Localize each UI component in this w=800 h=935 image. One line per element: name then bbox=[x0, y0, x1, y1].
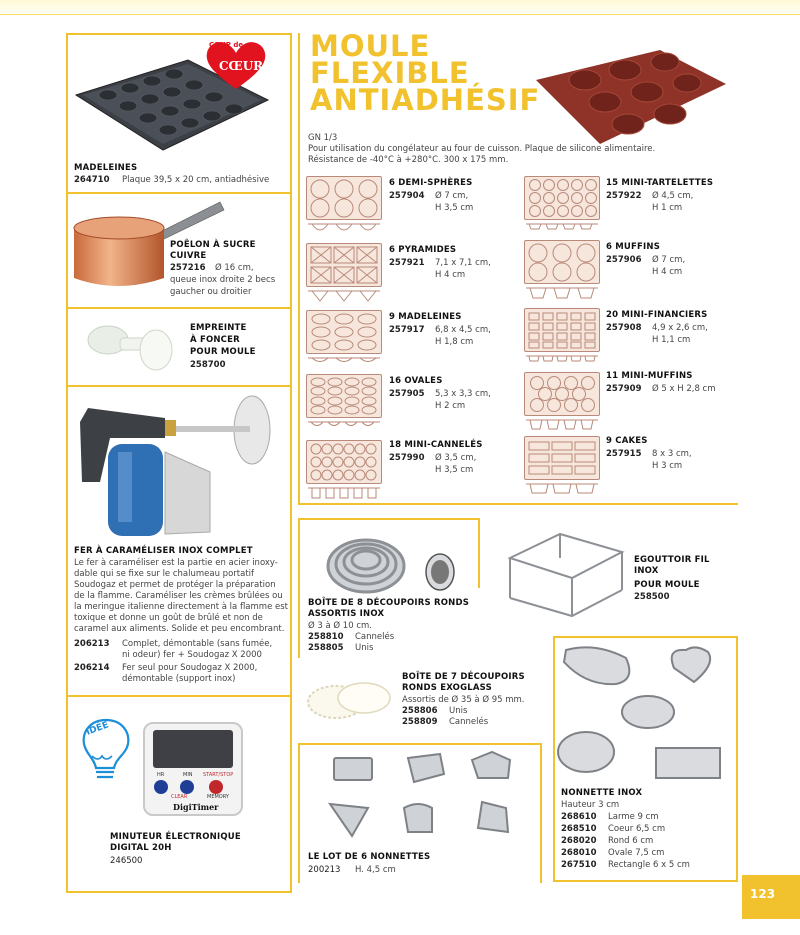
nonnette-inox-border-left bbox=[553, 636, 555, 882]
badge-top-text: COUP de bbox=[209, 41, 244, 49]
nonnette-inox-image bbox=[556, 640, 734, 786]
ovales-pattern bbox=[307, 375, 381, 417]
mould-thumbnail bbox=[524, 308, 600, 352]
separator bbox=[67, 307, 291, 309]
mould-ref: 257909 bbox=[606, 384, 642, 394]
nonnette-inox-desc: Ovale 7,5 cm bbox=[608, 848, 665, 858]
fer-desc-line: toxique et donne un goût de brûlé et non de bbox=[74, 613, 263, 623]
nonnette-inox-desc: Rectangle 6 x 5 cm bbox=[608, 860, 690, 870]
mould-ref: 257904 bbox=[389, 191, 425, 201]
boite8-border-left bbox=[298, 518, 300, 658]
nonnettes-border-top bbox=[298, 743, 542, 745]
mould-title: 9 CAKES bbox=[606, 436, 648, 446]
silicone-mould-image bbox=[530, 40, 730, 152]
mould-ref-row bbox=[606, 255, 685, 265]
fer-description bbox=[74, 558, 289, 635]
boite8-border-top bbox=[298, 518, 480, 520]
mould-thumbnail bbox=[306, 374, 382, 418]
boite8-title-1: BOÎTE DE 8 DÉCOUPOIRS RONDS bbox=[308, 598, 470, 608]
mould-ref-row bbox=[606, 384, 716, 394]
fer-desc-line: Soudogaz et permet de protéger la préparation bbox=[74, 580, 276, 590]
boite7-ref-1-row bbox=[402, 706, 467, 716]
nonnette-inox-row bbox=[561, 860, 690, 870]
mould-title: 15 MINI-TARTELETTES bbox=[606, 178, 714, 188]
boite7-ref-1-desc: Unis bbox=[449, 706, 468, 716]
mould-thumbnail bbox=[306, 310, 382, 354]
poelon-line3: gaucher ou droitier bbox=[170, 287, 252, 297]
mould-thumbnail bbox=[306, 243, 382, 287]
tart-tamper-image bbox=[80, 314, 180, 378]
boite8-ref-1-row bbox=[308, 632, 394, 642]
nonnettes-set-image bbox=[322, 748, 532, 844]
fer-ref-2-desc: Fer seul pour Soudogaz X 2000, bbox=[122, 663, 258, 673]
mould-dim-2: H 2 cm bbox=[435, 401, 466, 411]
mould-dim: Ø 7 cm, bbox=[435, 191, 469, 201]
mould-ref: 257922 bbox=[606, 191, 642, 201]
poelon-title-1: POÊLON À SUCRE bbox=[170, 240, 256, 250]
empreinte-title-1: EMPREINTE bbox=[190, 323, 247, 333]
mould-ref: 257990 bbox=[389, 453, 425, 463]
mould-ref: 257921 bbox=[389, 258, 425, 268]
nonnette-inox-ref: 268010 bbox=[561, 848, 597, 858]
mould-dim: Ø 3,5 cm, bbox=[435, 453, 477, 463]
timer-btn-hr: HR bbox=[157, 772, 165, 778]
nonnette-inox-row bbox=[561, 824, 665, 834]
moule-heading bbox=[310, 29, 541, 117]
timer-button bbox=[180, 780, 194, 794]
mini-canneles-pattern bbox=[307, 441, 381, 483]
nonnette-inox-row bbox=[561, 848, 664, 858]
mould-thumbnail bbox=[306, 440, 382, 484]
mould-ref-row bbox=[606, 191, 693, 201]
page-number: 123 bbox=[742, 875, 800, 919]
exoglass-cutters-image bbox=[304, 672, 394, 732]
mould-dim: Ø 4,5 cm, bbox=[652, 191, 694, 201]
mould-dim: Ø 5 x H 2,8 cm bbox=[652, 384, 716, 394]
mini-tartelettes-pattern bbox=[525, 177, 599, 219]
nonnette-inox-row bbox=[561, 812, 659, 822]
mould-dim-2: H 4 cm bbox=[652, 267, 683, 277]
mould-title: 11 MINI-MUFFINS bbox=[606, 371, 693, 381]
heading-line-3: ANTIADHÉSIF bbox=[310, 83, 541, 117]
mould-thumbnail bbox=[306, 176, 382, 220]
drainer-rack-image bbox=[500, 528, 630, 620]
mould-ref: 257915 bbox=[606, 449, 642, 459]
boite8-ref-2-row bbox=[308, 643, 373, 653]
boite8-border-right bbox=[478, 518, 480, 588]
mould-dim: Ø 7 cm, bbox=[652, 255, 686, 265]
poelon-ref: 257216 bbox=[170, 263, 206, 273]
nonnette-inox-border-right bbox=[736, 636, 738, 882]
fer-ref-1: 206213 bbox=[74, 639, 110, 649]
timer-screen bbox=[153, 730, 233, 768]
mould-dim-2: H 3 cm bbox=[652, 461, 683, 471]
egouttoir-ref: 258500 bbox=[634, 592, 670, 602]
nonnette-inox-border-top bbox=[553, 636, 738, 638]
boite8-desc: Ø 3 à Ø 10 cm. bbox=[308, 621, 372, 631]
nonnette-inox-ref: 267510 bbox=[561, 860, 597, 870]
top-bar bbox=[0, 0, 800, 18]
mould-side-view bbox=[524, 354, 600, 368]
fer-desc-line: dable qui se fixe sur le chalumeau portatif bbox=[74, 569, 255, 579]
mould-dim-2: H 1,8 cm bbox=[435, 337, 474, 347]
nonnette-inox-desc: Larme 9 cm bbox=[608, 812, 659, 822]
minuteur-title-2: DIGITAL 20H bbox=[110, 843, 172, 853]
nonnette-inox-row bbox=[561, 836, 653, 846]
mould-title: 16 OVALES bbox=[389, 376, 443, 386]
mould-side-view bbox=[306, 420, 382, 434]
muffins-pattern bbox=[525, 241, 599, 283]
fer-ref-1-desc: Complet, démontable (sans fumée, bbox=[122, 639, 273, 649]
heading-line-2: FLEXIBLE bbox=[310, 56, 470, 90]
minuteur-ref: 246500 bbox=[110, 856, 143, 866]
boite7-ref-1: 258806 bbox=[402, 706, 438, 716]
madeleines-title: MADELEINES bbox=[74, 163, 138, 173]
egouttoir-title-1: EGOUTTOIR FIL bbox=[634, 555, 710, 565]
heading-line-1: MOULE bbox=[310, 29, 431, 63]
boite7-ref-2-row bbox=[402, 717, 488, 727]
boite8-ref-2: 258805 bbox=[308, 643, 344, 653]
fer-ref-2-desc-2: démontable (support inox) bbox=[122, 674, 236, 684]
timer-button bbox=[209, 780, 223, 794]
nonnettes-ref: 200213 bbox=[308, 865, 341, 875]
madeleines-ref: 264710 bbox=[74, 175, 110, 185]
poelon-title-2: CUIVRE bbox=[170, 251, 207, 261]
mould-dim-2: H 3,5 cm bbox=[435, 203, 474, 213]
boite7-desc: Assortis de Ø 35 à Ø 95 mm. bbox=[402, 695, 525, 705]
mould-dim-2: H 3,5 cm bbox=[435, 465, 474, 475]
mould-thumbnail bbox=[524, 240, 600, 284]
separator bbox=[67, 385, 291, 387]
mould-thumbnail bbox=[524, 372, 600, 416]
moule-section-border bbox=[298, 33, 300, 503]
mould-title: 18 MINI-CANNELÉS bbox=[389, 440, 483, 450]
boite8-ref-1-desc: Cannelés bbox=[355, 632, 395, 642]
timer-btn-min: MIN bbox=[183, 772, 193, 778]
mould-ref: 257908 bbox=[606, 323, 642, 333]
moule-section-border-bottom bbox=[298, 503, 738, 505]
fer-desc-line: caramel aux aliments. Solide et peu encombrant. bbox=[74, 624, 285, 634]
boite7-title-1: BOÎTE DE 7 DÉCOUPOIRS bbox=[402, 672, 525, 682]
mould-side-view bbox=[524, 222, 600, 236]
top-rule bbox=[0, 14, 800, 15]
nonnette-inox-title: NONNETTE INOX bbox=[561, 788, 643, 798]
nonnettes-border-right bbox=[540, 743, 542, 883]
mould-ref: 257906 bbox=[606, 255, 642, 265]
mould-dim: 5,3 x 3,3 cm, bbox=[435, 389, 491, 399]
mould-ref-row bbox=[389, 389, 491, 399]
minuteur-title-1: MINUTEUR ÉLECTRONIQUE bbox=[110, 832, 241, 842]
mould-side-view bbox=[524, 286, 600, 300]
mould-title: 9 MADELEINES bbox=[389, 312, 462, 322]
fer-desc-line: la meringue italienne directement à la flamme est bbox=[74, 602, 288, 612]
timer-brand: DigiTimer bbox=[173, 802, 219, 812]
mould-ref-row bbox=[389, 325, 491, 335]
fer-ref-1-desc-2: ni odeur) fer + Soudogaz X 2000 bbox=[122, 650, 262, 660]
fer-desc-line: de la flamme. Caraméliser les crèmes brûlées ou bbox=[74, 591, 283, 601]
egouttoir-title-2: INOX bbox=[634, 566, 659, 576]
mould-dim: 8 x 3 cm, bbox=[652, 449, 692, 459]
fer-desc-line: Le fer à caraméliser est la partie en acier inoxy- bbox=[74, 558, 278, 568]
poelon-dim: Ø 16 cm, bbox=[215, 263, 254, 273]
empreinte-title-2: À FONCER bbox=[190, 335, 240, 345]
mould-ref-row bbox=[389, 453, 476, 463]
boite7-ref-2: 258809 bbox=[402, 717, 438, 727]
mould-side-view bbox=[306, 486, 382, 500]
timer-btn-start: START/STOP bbox=[203, 772, 234, 778]
coup-de-coeur-badge bbox=[203, 37, 269, 93]
boite8-title-2: ASSORTIS INOX bbox=[308, 609, 385, 619]
fer-ref-1-row bbox=[74, 639, 272, 649]
demi-spheres-pattern bbox=[307, 177, 381, 219]
madeleines-desc: Plaque 39,5 x 20 cm, antiadhésive bbox=[122, 175, 270, 185]
fer-title: FER À CARAMÉLISER INOX COMPLET bbox=[74, 546, 253, 556]
poelon-ref-row bbox=[170, 263, 254, 273]
mould-ref-row bbox=[389, 258, 491, 268]
fer-ref-2-row bbox=[74, 663, 257, 673]
madeleines-pattern bbox=[307, 311, 381, 353]
mould-dim: 7,1 x 7,1 cm, bbox=[435, 258, 491, 268]
mould-dim-2: H 1 cm bbox=[652, 203, 683, 213]
mould-dim: 6,8 x 4,5 cm, bbox=[435, 325, 491, 335]
mould-title: 6 PYRAMIDES bbox=[389, 245, 457, 255]
mould-side-view bbox=[306, 222, 382, 236]
boite7-title-2: RONDS EXOGLASS bbox=[402, 683, 492, 693]
timer-device bbox=[143, 722, 243, 816]
poelon-line2: queue inox droite 2 becs bbox=[170, 275, 276, 285]
timer-memory-label: MEMORY bbox=[207, 794, 229, 800]
nonnettes-ref-row bbox=[308, 865, 396, 875]
timer-clear-label: CLEAR bbox=[171, 794, 188, 800]
torch-image bbox=[70, 392, 280, 540]
madeleines-ref-row bbox=[74, 175, 269, 185]
separator bbox=[67, 192, 291, 194]
mould-ref-row bbox=[389, 191, 468, 201]
mould-dim-2: H 1,1 cm bbox=[652, 335, 691, 345]
empreinte-title-3: POUR MOULE bbox=[190, 347, 256, 357]
mould-ref-row bbox=[606, 449, 692, 459]
nonnette-inox-ref: 268610 bbox=[561, 812, 597, 822]
mould-title: 6 DEMI-SPHÈRES bbox=[389, 178, 473, 188]
timer-button bbox=[154, 780, 168, 794]
mould-thumbnail bbox=[524, 436, 600, 480]
cutters-box-image bbox=[318, 526, 468, 598]
nonnette-inox-ref: 268020 bbox=[561, 836, 597, 846]
idee-label: IDÉE bbox=[84, 720, 111, 738]
intro-line-1: GN 1/3 bbox=[308, 133, 338, 143]
mould-title: 20 MINI-FINANCIERS bbox=[606, 310, 708, 320]
nonnette-inox-desc: Coeur 6,5 cm bbox=[608, 824, 666, 834]
mould-side-view bbox=[306, 356, 382, 370]
mould-ref: 257905 bbox=[389, 389, 425, 399]
mould-side-view bbox=[524, 418, 600, 432]
mini-muffins-pattern bbox=[525, 373, 599, 415]
cakes-pattern bbox=[525, 437, 599, 479]
mould-dim-2: H 4 cm bbox=[435, 270, 466, 280]
mould-ref: 257917 bbox=[389, 325, 425, 335]
separator bbox=[67, 695, 291, 697]
pyramides-pattern bbox=[307, 244, 381, 286]
intro-line-3: Résistance de -40°C à +280°C. 300 x 175 mm. bbox=[308, 155, 509, 165]
nonnette-inox-ref: 268510 bbox=[561, 824, 597, 834]
nonnettes-border-left bbox=[298, 743, 300, 883]
nonnette-inox-border-bottom bbox=[553, 880, 738, 882]
boite8-ref-2-desc: Unis bbox=[355, 643, 374, 653]
nonnette-inox-height: Hauteur 3 cm bbox=[561, 800, 620, 810]
mini-financiers-pattern bbox=[525, 309, 599, 351]
mould-side-view bbox=[524, 482, 600, 496]
badge-main-text: CŒUR bbox=[219, 59, 264, 73]
fer-ref-2: 206214 bbox=[74, 663, 110, 673]
boite8-ref-1: 258810 bbox=[308, 632, 344, 642]
mould-title: 6 MUFFINS bbox=[606, 242, 661, 252]
nonnettes-desc: H. 4,5 cm bbox=[355, 865, 396, 875]
mould-thumbnail bbox=[524, 176, 600, 220]
nonnette-inox-desc: Rond 6 cm bbox=[608, 836, 654, 846]
empreinte-ref: 258700 bbox=[190, 360, 226, 370]
boite7-ref-2-desc: Cannelés bbox=[449, 717, 489, 727]
nonnettes-title: LE LOT DE 6 NONNETTES bbox=[308, 852, 431, 862]
egouttoir-title-3: POUR MOULE bbox=[634, 580, 700, 590]
intro-line-2: Pour utilisation du congélateur au four de cuisson. Plaque de silicone alimentaire. bbox=[308, 144, 656, 154]
mould-side-view bbox=[306, 289, 382, 303]
mould-dim: 4,9 x 2,6 cm, bbox=[652, 323, 708, 333]
mould-ref-row bbox=[606, 323, 708, 333]
